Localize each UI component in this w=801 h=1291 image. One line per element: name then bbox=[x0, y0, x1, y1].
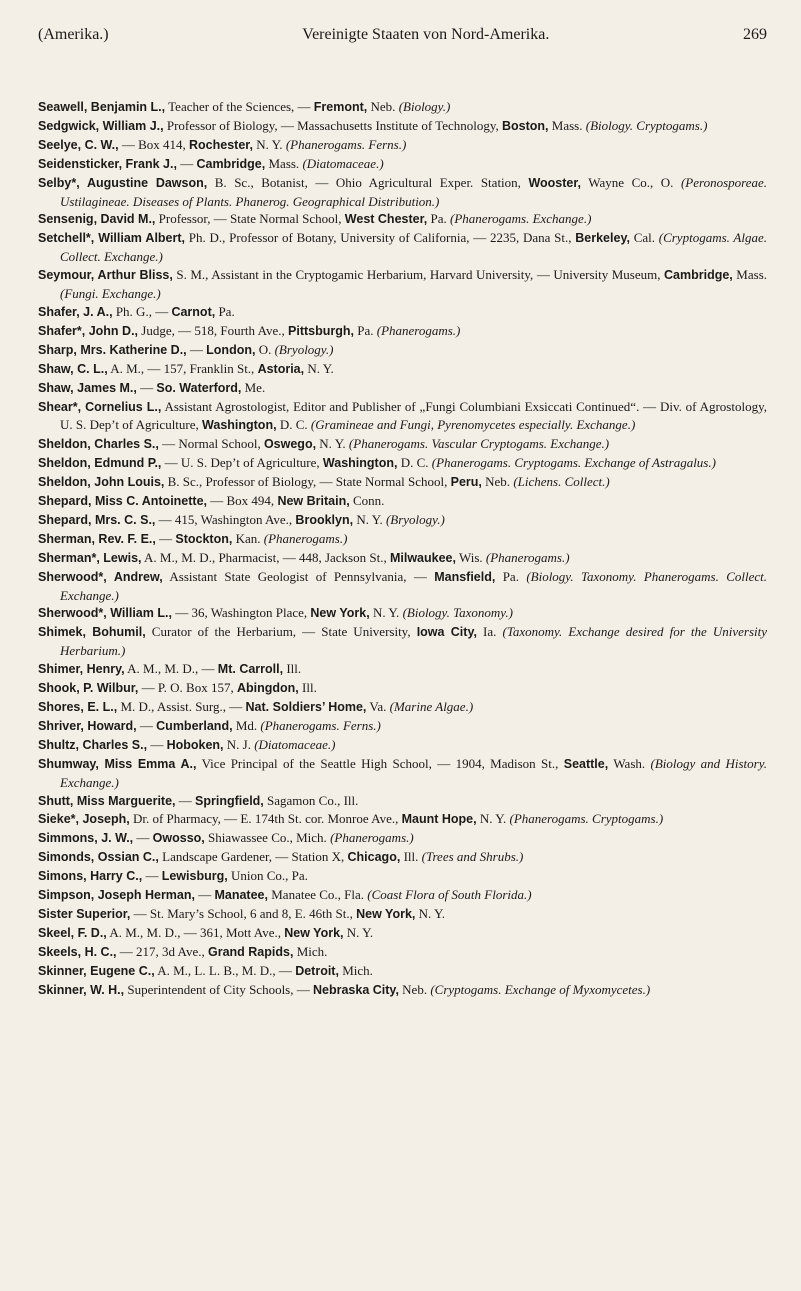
entry-place: Carnot, bbox=[171, 304, 216, 319]
entry-details: — bbox=[147, 736, 167, 752]
entry-topics: (Marine Algae.) bbox=[389, 699, 474, 714]
entry-name: Sheldon, Charles S., bbox=[38, 437, 159, 452]
entry-topics: (Diatomaceae.) bbox=[254, 736, 336, 752]
entry-place: So. Waterford, bbox=[156, 380, 242, 395]
directory-entry bbox=[38, 229, 767, 266]
entry-place: London, bbox=[206, 342, 256, 357]
directory-entry bbox=[38, 530, 767, 549]
entry-name: Skinner, W. H., bbox=[38, 982, 125, 997]
directory-entry bbox=[38, 848, 767, 867]
entry-topics: (Taxonomy. Exchange desired for the University Herbarium.) bbox=[60, 624, 767, 659]
entry-details: Curator of the Herbarium, — State University, bbox=[145, 624, 417, 640]
directory-entry bbox=[38, 398, 767, 436]
entry-place: Washington, bbox=[322, 456, 398, 471]
directory-entry bbox=[38, 117, 767, 136]
entry-details: Assistant State Geologist of Pennsylvania, — bbox=[162, 568, 435, 584]
entry-region: Shiawassee Co., Mich. bbox=[204, 830, 331, 846]
entry-region: Wash. bbox=[608, 755, 651, 771]
entry-region: Union Co., Pa. bbox=[227, 868, 308, 884]
entry-place: Lewisburg, bbox=[161, 869, 228, 884]
entry-place: Berkeley, bbox=[575, 231, 630, 246]
entry-details: — bbox=[194, 887, 215, 903]
entry-place: Cambridge, bbox=[196, 156, 266, 171]
entry-place: Maunt Hope, bbox=[401, 812, 477, 827]
entry-place: Brooklyn, bbox=[295, 512, 354, 527]
entry-place: Abingdon, bbox=[236, 681, 299, 696]
directory-entry bbox=[38, 981, 767, 1000]
directory-entry bbox=[38, 867, 767, 886]
entry-region: Ill. bbox=[400, 849, 422, 865]
entry-place: New York, bbox=[356, 906, 416, 921]
entry-details: Professor, — State Normal School, bbox=[155, 211, 345, 227]
directory-entry bbox=[38, 568, 767, 605]
directory-entry bbox=[38, 341, 767, 360]
entry-name: Sherwood*, Andrew, bbox=[38, 569, 163, 584]
entry-region: N. Y. bbox=[476, 811, 510, 827]
entry-region: Cal. bbox=[629, 230, 659, 246]
entry-details: — 36, Washington Place, bbox=[171, 605, 311, 621]
entry-topics: (Phanerogams. Cryptogams.) bbox=[509, 811, 664, 827]
entry-name: Seawell, Benjamin L., bbox=[38, 100, 166, 114]
directory-entry bbox=[38, 623, 767, 660]
entry-details: — bbox=[136, 379, 157, 395]
entry-name: Shook, P. Wilbur, bbox=[38, 681, 139, 696]
entry-name: Shultz, Charles S., bbox=[38, 737, 148, 752]
entry-place: Stockton, bbox=[175, 531, 233, 546]
entry-details: B. Sc., Professor of Biology, — State Normal School, bbox=[164, 474, 451, 490]
entry-topics: (Biology.) bbox=[398, 99, 451, 114]
entry-place: Peru, bbox=[450, 475, 482, 490]
entry-details: — P. O. Box 157, bbox=[138, 680, 237, 696]
entry-region: Md. bbox=[232, 717, 261, 733]
entry-details: — bbox=[136, 717, 157, 733]
entry-details: A. M., M. D., Pharmacist, — 448, Jackson St., bbox=[141, 549, 390, 565]
directory-entry bbox=[38, 549, 767, 568]
entry-topics: (Biology. Taxonomy. Phanerogams. Collect. Exchange.) bbox=[60, 568, 767, 603]
entry-name: Seelye, C. W., bbox=[38, 137, 119, 152]
entry-topics: (Phanerogams. Vascular Cryptogams. Exchange.) bbox=[348, 436, 610, 452]
directory-entry bbox=[38, 736, 767, 755]
directory-entry bbox=[38, 698, 767, 717]
entry-place: Boston, bbox=[502, 118, 549, 133]
entry-topics: (Phanerogams.) bbox=[376, 322, 461, 338]
entry-name: Sieke*, Joseph, bbox=[38, 812, 130, 827]
entry-details: Ph. G., — bbox=[112, 303, 172, 319]
entry-region: D. C. bbox=[397, 455, 432, 471]
entry-region: N. Y. bbox=[369, 605, 403, 621]
entry-place: West Chester, bbox=[344, 212, 428, 227]
entry-topics: (Phanerogams.) bbox=[485, 549, 570, 565]
entry-name: Sherman, Rev. F. E., bbox=[38, 531, 156, 546]
entry-details: Landscape Gardener, — Station X, bbox=[158, 849, 348, 865]
entry-topics: (Cryptogams. Algae. Collect. Exchange.) bbox=[60, 230, 767, 265]
entry-place: Detroit, bbox=[295, 963, 339, 978]
entry-name: Selby*, Augustine Dawson, bbox=[38, 175, 208, 190]
directory-entry bbox=[38, 174, 767, 211]
entry-name: Simonds, Ossian C., bbox=[38, 850, 159, 865]
entry-details: — bbox=[133, 830, 153, 846]
directory-entry bbox=[38, 717, 767, 736]
entry-name: Sherman*, Lewis, bbox=[38, 550, 142, 565]
entry-details: B. Sc., Botanist, — Ohio Agricultural Exper. Station, bbox=[207, 174, 529, 190]
entry-place: Chicago, bbox=[347, 850, 401, 865]
entry-region: Mich. bbox=[338, 962, 373, 978]
entry-details: Vice Principal of the Seattle High School, — 1904, Madison St., bbox=[196, 755, 564, 771]
directory-entry bbox=[38, 379, 767, 398]
entry-place: Nat. Soldiers’ Home, bbox=[245, 700, 367, 714]
entry-topics: (Bryology.) bbox=[274, 341, 334, 357]
directory-entry bbox=[38, 679, 767, 698]
entry-topics: (Biology. Taxonomy.) bbox=[402, 605, 513, 621]
entry-name: Shriver, Howard, bbox=[38, 718, 137, 733]
entry-place: Seattle, bbox=[563, 756, 609, 771]
entry-name: Sherwood*, William L., bbox=[38, 606, 172, 621]
entry-name: Skinner, Eugene C., bbox=[38, 963, 155, 978]
directory-entry bbox=[38, 454, 767, 473]
entry-place: Springfield, bbox=[195, 793, 264, 808]
entry-details: A. M., M. D., — bbox=[124, 661, 218, 677]
directory-entry bbox=[38, 210, 767, 229]
entry-details: — bbox=[142, 868, 162, 884]
entry-name: Shaw, C. L., bbox=[38, 361, 108, 376]
entry-topics: (Phanerogams.) bbox=[330, 830, 414, 846]
entry-region: Pa. bbox=[215, 303, 235, 319]
entry-region: Me. bbox=[241, 379, 266, 395]
entry-place: Astoria, bbox=[257, 361, 305, 376]
entry-topics: (Coast Flora of South Florida.) bbox=[367, 887, 532, 903]
entry-details: — 217, 3d Ave., bbox=[116, 943, 208, 959]
entry-place: Manatee, bbox=[214, 888, 268, 903]
entry-place: Milwaukee, bbox=[389, 550, 456, 565]
directory-entry bbox=[38, 266, 767, 303]
directory-entry bbox=[38, 829, 767, 848]
entry-place: Mansfield, bbox=[434, 569, 496, 584]
page-heading: Vereinigte Staaten von Nord-Amerika. bbox=[302, 26, 550, 43]
entry-details: — bbox=[175, 792, 196, 808]
directory-entry bbox=[38, 98, 767, 117]
entry-place: New Britain, bbox=[277, 494, 350, 509]
entry-place: Wooster, bbox=[528, 175, 582, 190]
entry-place: Rochester, bbox=[189, 137, 253, 152]
entry-region: Pa. bbox=[495, 568, 527, 584]
entry-details: A. M., — 157, Franklin St., bbox=[107, 360, 258, 376]
entry-region: Pa. bbox=[353, 322, 377, 338]
entry-details: Teacher of the Sciences, — bbox=[165, 99, 314, 114]
entry-region: Pa. bbox=[427, 211, 450, 227]
entry-details: A. M., L. L. B., M. D., — bbox=[154, 962, 296, 978]
entry-name: Shores, E. L., bbox=[38, 700, 118, 714]
entry-region: Ia. bbox=[476, 624, 503, 640]
entry-name: Shafer*, John D., bbox=[38, 323, 139, 338]
page-number: 269 bbox=[742, 26, 767, 43]
entry-topics: (Peronosporeae. Ustilagineae. Diseases of Plants. Phanerog. Geographical Distribution.) bbox=[60, 174, 768, 209]
entry-place: Cambridge, bbox=[664, 268, 733, 283]
entry-place: Mt. Carroll, bbox=[217, 662, 284, 677]
directory-entry bbox=[38, 905, 767, 924]
entry-details: — 415, Washington Ave., bbox=[155, 511, 296, 527]
entry-name: Sheldon, John Louis, bbox=[38, 475, 165, 490]
entry-place: Hoboken, bbox=[166, 737, 224, 752]
entry-name: Setchell*, William Albert, bbox=[38, 231, 185, 246]
entry-details: Superintendent of City Schools, — bbox=[124, 981, 313, 997]
directory-entry bbox=[38, 792, 767, 811]
entry-topics: (Diatomaceae.) bbox=[302, 155, 384, 171]
directory-entry bbox=[38, 604, 767, 623]
entry-name: Simpson, Joseph Herman, bbox=[38, 888, 195, 903]
directory-entry bbox=[38, 810, 767, 829]
entry-region: Wis. bbox=[455, 549, 486, 565]
entry-region: Kan. bbox=[232, 530, 264, 546]
entry-region: Sagamon Co., Ill. bbox=[263, 792, 359, 808]
entry-region: Mich. bbox=[293, 943, 328, 959]
entry-region: N. Y. bbox=[343, 924, 374, 940]
entry-region: N. J. bbox=[223, 736, 255, 752]
entry-topics: (Cryptogams. Exchange of Myxomycetes.) bbox=[430, 981, 651, 997]
entry-name: Simmons, J. W., bbox=[38, 831, 134, 846]
entry-details: — St. Mary’s School, 6 and 8, E. 46th St., bbox=[130, 905, 357, 921]
entry-name: Sharp, Mrs. Katherine D., bbox=[38, 342, 187, 357]
directory-entry bbox=[38, 924, 767, 943]
entry-topics: (Trees and Shrubs.) bbox=[421, 849, 524, 865]
entry-details: Assistant Agrostologist, Editor and Publisher of „Fungi Columbiani Exsiccati Continued“. — Div. of Agrostology, U. S. Dep’t of Agriculture, bbox=[60, 398, 767, 433]
entry-name: Seidensticker, Frank J., bbox=[38, 156, 177, 171]
entry-region: N. Y. bbox=[316, 436, 349, 452]
entry-details: — Box 414, bbox=[118, 136, 190, 152]
entry-place: Fremont, bbox=[313, 100, 368, 114]
entry-name: Sensenig, David M., bbox=[38, 212, 156, 227]
entry-name: Shumway, Miss Emma A., bbox=[38, 756, 197, 771]
entry-name: Sheldon, Edmund P., bbox=[38, 456, 162, 471]
directory-entry bbox=[38, 322, 767, 341]
entry-name: Shutt, Miss Marguerite, bbox=[38, 793, 176, 808]
entry-details: — U. S. Dep’t of Agriculture, bbox=[161, 455, 323, 471]
entry-place: New York, bbox=[284, 925, 344, 940]
directory-entry bbox=[38, 660, 767, 679]
entry-topics: (Phanerogams. Cryptogams. Exchange of Astragalus.) bbox=[431, 455, 716, 471]
directory-entry bbox=[38, 136, 767, 155]
entry-region: Ill. bbox=[298, 680, 317, 696]
entry-region: Wayne Co., O. bbox=[581, 174, 681, 190]
entry-region: D. C. bbox=[276, 417, 311, 433]
entry-topics: (Fungi. Exchange.) bbox=[60, 286, 161, 302]
entry-region: Mass. bbox=[265, 155, 303, 171]
directory-entry bbox=[38, 155, 767, 174]
entry-name: Shepard, Mrs. C. S., bbox=[38, 512, 156, 527]
entry-name: Sedgwick, William J., bbox=[38, 118, 164, 133]
entry-details: — bbox=[155, 530, 176, 546]
entry-region: Neb. bbox=[398, 981, 431, 997]
entry-topics: (Biology. Cryptogams.) bbox=[585, 117, 708, 133]
entry-name: Skeels, H. C., bbox=[38, 944, 117, 959]
entry-region: Manatee Co., Fla. bbox=[267, 887, 368, 903]
directory-entry bbox=[38, 303, 767, 322]
entry-details: — bbox=[186, 341, 207, 357]
entry-region: Ill. bbox=[283, 661, 302, 677]
entry-topics: (Phanerogams. Ferns.) bbox=[285, 136, 407, 152]
directory-entry bbox=[38, 943, 767, 962]
entry-details: — Normal School, bbox=[158, 436, 264, 452]
entry-topics: (Gramineae and Fungi, Pyrenomycetes especially. Exchange.) bbox=[310, 417, 636, 433]
entry-place: Washington, bbox=[202, 418, 277, 433]
entry-name: Shimek, Bohumil, bbox=[38, 625, 146, 640]
entry-details: A. M., M. D., — 361, Mott Ave., bbox=[106, 924, 285, 940]
entry-details: M. D., Assist. Surg., — bbox=[117, 699, 246, 714]
directory-entry bbox=[38, 962, 767, 981]
entry-details: Dr. of Pharmacy, — E. 174th St. cor. Monroe Ave., bbox=[129, 811, 402, 827]
entry-region: N. Y. bbox=[252, 136, 286, 152]
entry-place: Pittsburgh, bbox=[288, 323, 354, 338]
entry-name: Simons, Harry C., bbox=[38, 869, 143, 884]
entry-region: O. bbox=[255, 341, 275, 357]
entry-name: Shepard, Miss C. Antoinette, bbox=[38, 494, 208, 509]
entry-place: Oswego, bbox=[263, 437, 317, 452]
entry-topics: (Phanerogams.) bbox=[263, 530, 348, 546]
entry-region: N. Y. bbox=[304, 360, 334, 376]
entry-name: Sister Superior, bbox=[38, 906, 131, 921]
entry-details: Ph. D., Professor of Botany, University of California, — 2235, Dana St., bbox=[185, 230, 576, 246]
entry-region: N. Y. bbox=[415, 905, 446, 921]
entry-name: Seymour, Arthur Bliss, bbox=[38, 268, 173, 283]
entry-topics: (Biology and History. Exchange.) bbox=[60, 755, 768, 790]
entry-region: Mass. bbox=[732, 267, 767, 283]
entry-name: Shimer, Henry, bbox=[38, 662, 125, 677]
entry-topics: (Phanerogams. Ferns.) bbox=[260, 717, 381, 733]
entry-region: Conn. bbox=[349, 493, 385, 509]
entry-region: Neb. bbox=[481, 474, 514, 490]
directory-entry bbox=[38, 492, 767, 511]
entry-details: — bbox=[176, 155, 197, 171]
entry-place: Grand Rapids, bbox=[208, 944, 294, 959]
directory-entries bbox=[38, 98, 767, 1000]
entry-region: Mass. bbox=[548, 117, 586, 133]
directory-entry bbox=[38, 511, 767, 530]
entry-name: Shear*, Cornelius L., bbox=[38, 399, 162, 414]
directory-entry bbox=[38, 755, 767, 792]
entry-details: — Box 494, bbox=[207, 493, 278, 509]
entry-place: Iowa City, bbox=[416, 625, 477, 640]
entry-details: S. M., Assistant in the Cryptogamic Herbarium, Harvard University, — University Museum, bbox=[172, 267, 665, 283]
entry-name: Shaw, James M., bbox=[38, 380, 137, 395]
running-head bbox=[38, 26, 767, 48]
entry-name: Skeel, F. D., bbox=[38, 925, 107, 940]
entry-topics: (Bryology.) bbox=[385, 511, 445, 527]
entry-name: Shafer, J. A., bbox=[38, 304, 113, 319]
entry-region: Neb. bbox=[367, 99, 399, 114]
region-label: (Amerika.) bbox=[38, 26, 109, 43]
directory-entry bbox=[38, 360, 767, 379]
entry-topics: (Lichens. Collect.) bbox=[513, 474, 610, 490]
entry-region: N. Y. bbox=[353, 511, 386, 527]
entry-region: Va. bbox=[366, 699, 390, 714]
directory-entry bbox=[38, 886, 767, 905]
directory-entry bbox=[38, 435, 767, 454]
entry-details: Professor of Biology, — Massachusetts Institute of Technology, bbox=[163, 117, 502, 133]
entry-place: New York, bbox=[310, 606, 370, 621]
entry-place: Owosso, bbox=[152, 831, 205, 846]
entry-place: Cumberland, bbox=[156, 718, 233, 733]
entry-topics: (Phanerogams. Exchange.) bbox=[450, 211, 592, 227]
directory-entry bbox=[38, 473, 767, 492]
entry-place: Nebraska City, bbox=[313, 982, 399, 997]
entry-details: Judge, — 518, Fourth Ave., bbox=[138, 322, 289, 338]
